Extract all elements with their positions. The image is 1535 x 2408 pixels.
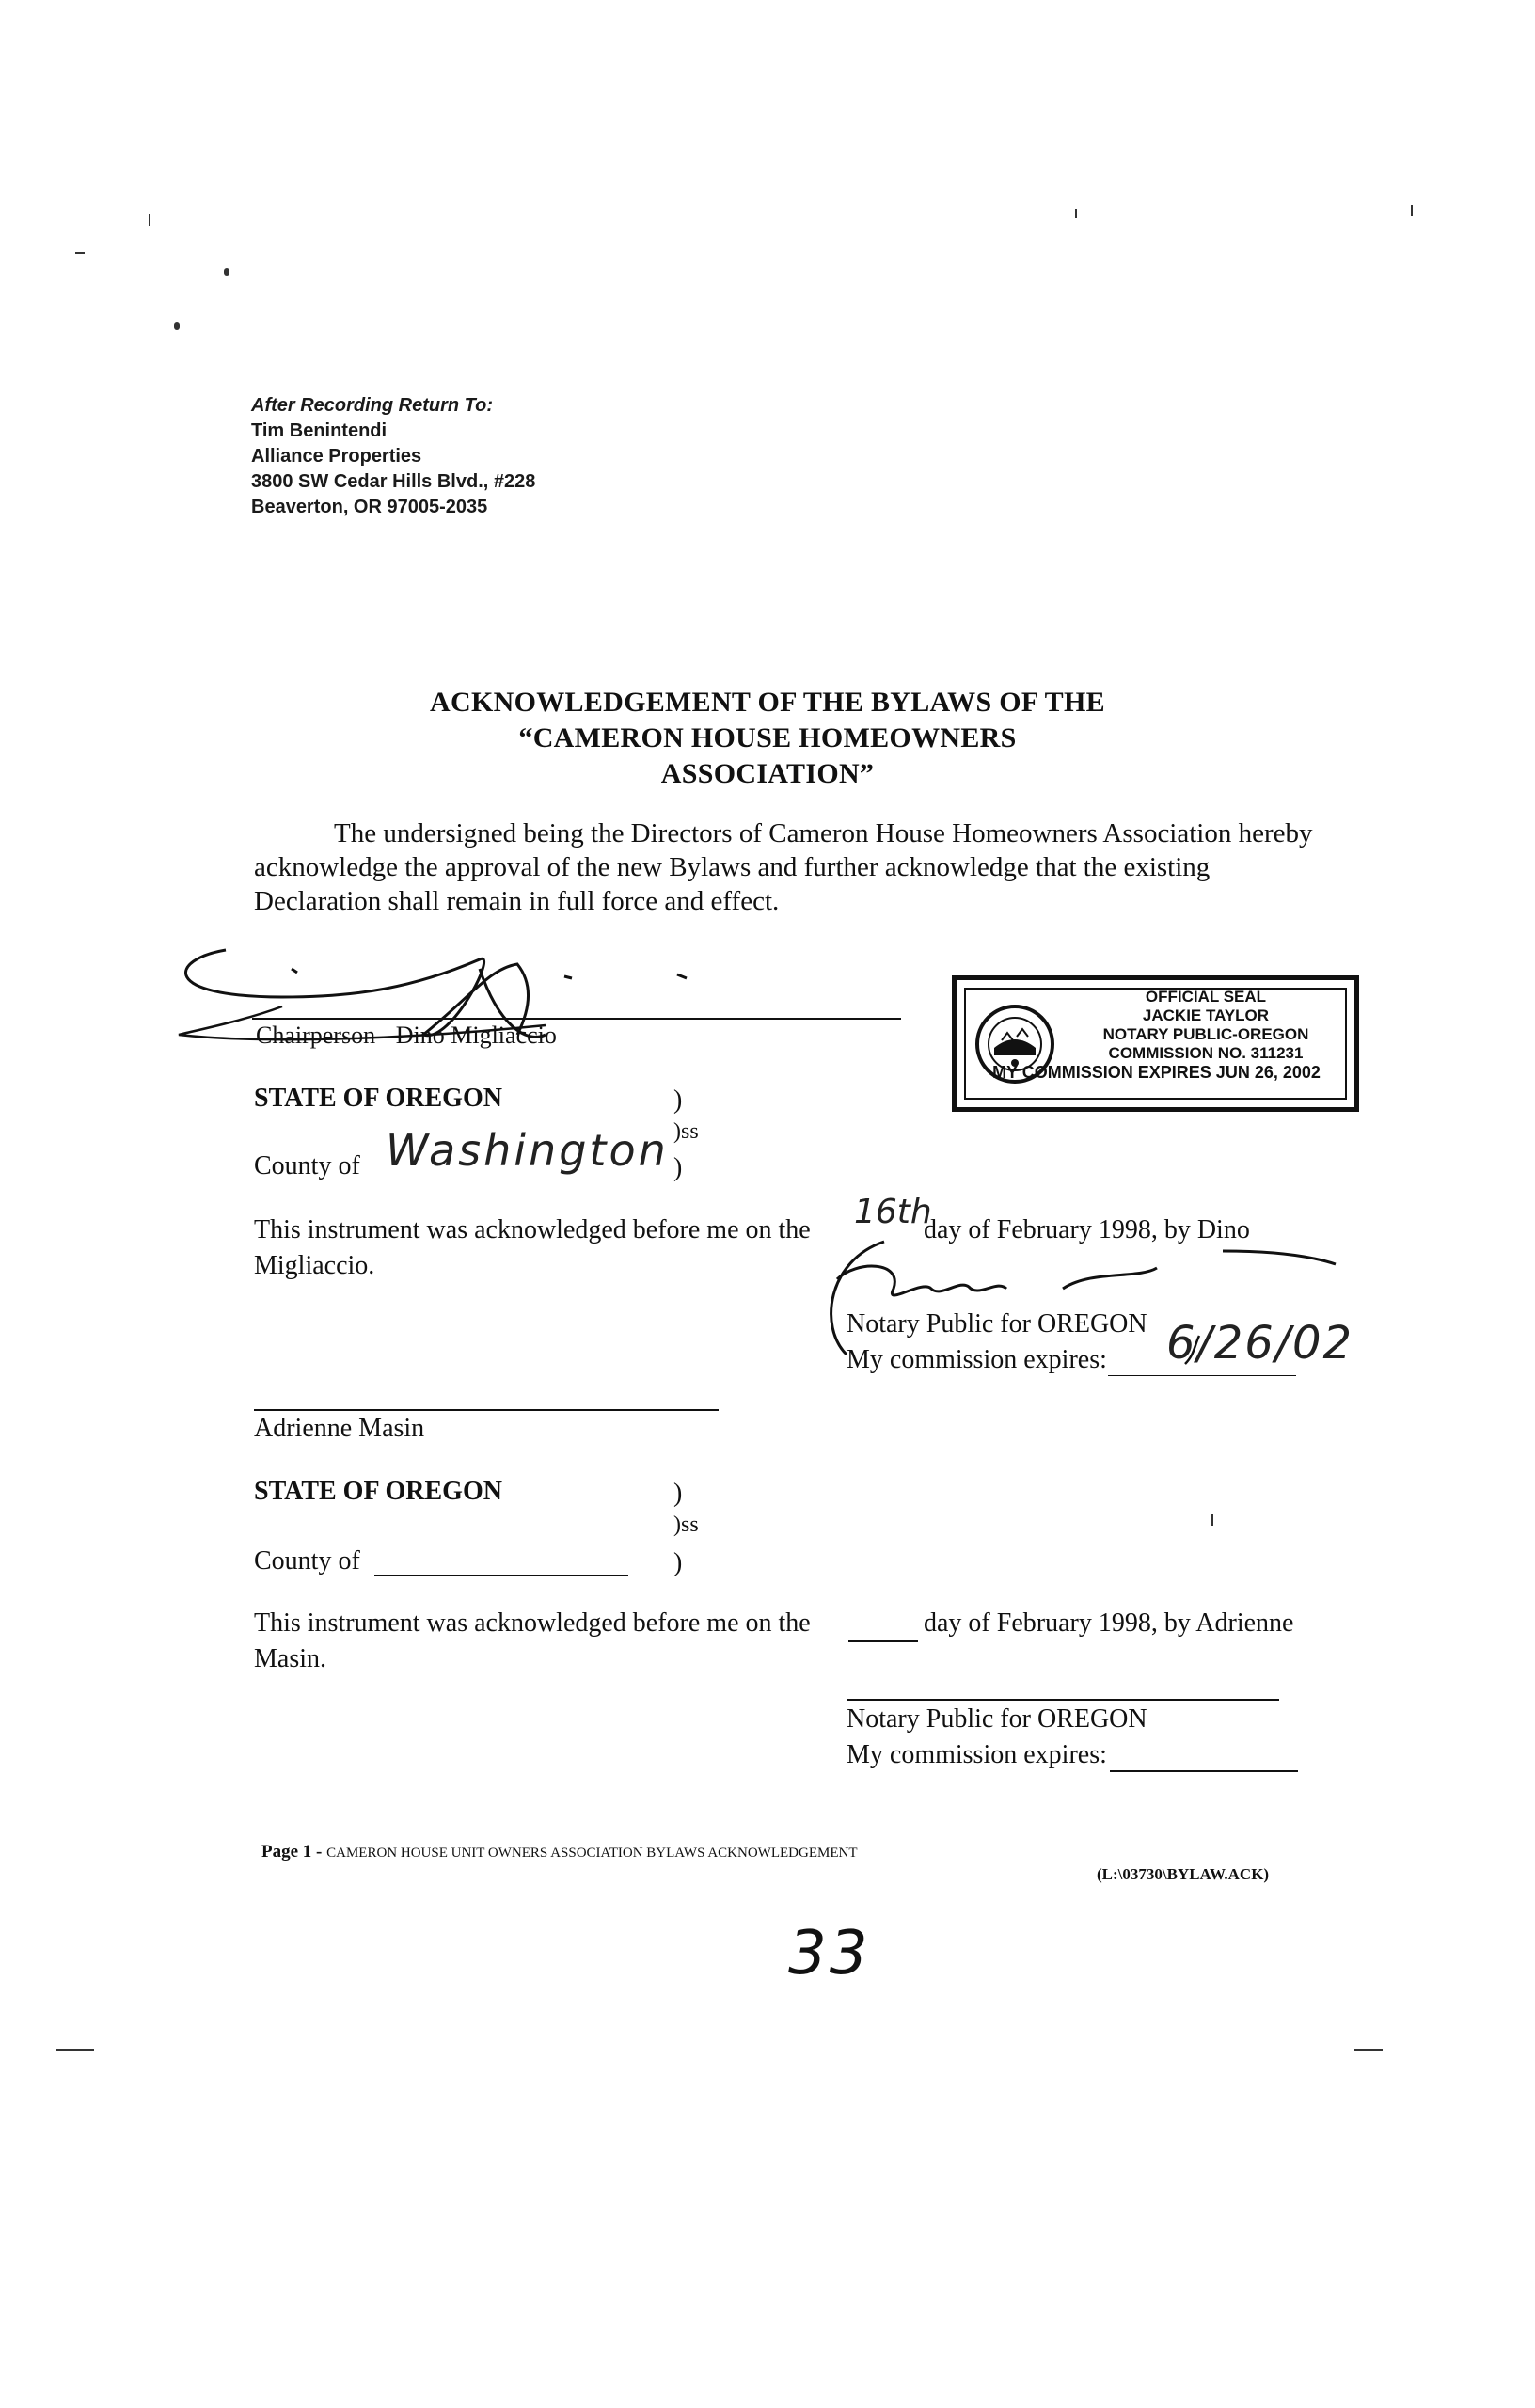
title-line1: ACKNOWLEDGEMENT OF THE BYLAWS OF THE [430, 687, 1105, 718]
county-label-2: County of [254, 1546, 360, 1576]
paren-1b: ) [673, 1153, 683, 1182]
commission-label-1: My commission expires: [847, 1345, 1107, 1374]
ack-prefix-2: This instrument was acknowledged before me on the [254, 1608, 811, 1638]
title-line3: ASSOCIATION” [660, 758, 875, 789]
handwritten-page-number: 33 [788, 1919, 871, 1988]
ack-day-handwritten-1: 16th [854, 1193, 932, 1231]
ack-suffix-2: day of February 1998, by Adrienne [924, 1608, 1294, 1638]
ss-label-1: )ss [673, 1119, 699, 1144]
county-handwritten-1: Washington [386, 1125, 669, 1176]
county-blank-2 [374, 1575, 628, 1576]
seal-line3: NOTARY PUBLIC-OREGON [1102, 1025, 1309, 1043]
commission-label-2: My commission expires: [847, 1740, 1107, 1769]
seal-line5: MY COMMISSION EXPIRES JUN 26, 2002 [992, 1063, 1321, 1082]
scan-mark [75, 252, 85, 254]
paren-2a: ) [673, 1479, 683, 1508]
return-heading: After Recording Return To: [251, 395, 494, 416]
ss-label-2: )ss [673, 1513, 699, 1537]
ack-name-2: Masin. [254, 1644, 326, 1673]
commission-line-1 [1108, 1375, 1296, 1376]
paren-2b: ) [673, 1548, 683, 1577]
return-address-line2: Beaverton, OR 97005-2035 [251, 497, 488, 517]
intro-paragraph: The undersigned being the Directors of Cameron House Homeowners Association hereby acknowledge the approval of the new Bylaws and further acknowledge that the existing Declaration shall remain in full force and effect. [254, 818, 1313, 916]
ack-suffix-1: day of February 1998, by Dino [924, 1215, 1250, 1244]
commission-date-handwritten-1: 6/26/02 [1166, 1317, 1354, 1370]
chairperson-signature-line [252, 1018, 901, 1020]
seal-line2: JACKIE TAYLOR [1142, 1006, 1270, 1024]
masin-label: Adrienne Masin [254, 1414, 425, 1443]
seal-line1: OFFICIAL SEAL [1145, 988, 1267, 1006]
chairperson-label: Chairperson - Dino Migliaccio [256, 1022, 557, 1049]
seal-line4: COMMISSION NO. 311231 [1108, 1044, 1304, 1062]
return-company: Alliance Properties [251, 446, 422, 467]
footer-doc-title: CAMERON HOUSE UNIT OWNERS ASSOCIATION BYLAWS ACKNOWLEDGEMENT [326, 1846, 858, 1861]
footer-page-number-label: Page 1 - [261, 1842, 323, 1861]
scan-mark [149, 214, 150, 226]
return-address-line1: 3800 SW Cedar Hills Blvd., #228 [251, 471, 536, 492]
footer-page-label [261, 1842, 857, 1862]
scan-mark [224, 268, 229, 276]
masin-signature-line [254, 1409, 719, 1411]
notary-signature-line-2 [847, 1699, 1279, 1701]
county-label-1: County of [254, 1151, 360, 1180]
notary-label-2: Notary Public for OREGON [847, 1704, 1147, 1734]
state-label-1: STATE OF OREGON [254, 1084, 502, 1113]
notary-official-seal [952, 975, 1359, 1112]
state-label-2: STATE OF OREGON [254, 1477, 502, 1506]
ack-name-1: Migliaccio. [254, 1251, 375, 1280]
scan-mark [1211, 1514, 1213, 1526]
commission-blank-2 [1110, 1770, 1298, 1772]
scan-mark [1075, 209, 1077, 218]
footer-file-reference: (L:\03730\BYLAW.ACK) [1097, 1865, 1270, 1883]
scan-mark [1354, 2049, 1383, 2051]
scan-mark [1411, 205, 1413, 216]
scan-mark [174, 322, 180, 330]
return-address-block [251, 393, 535, 520]
ack-prefix-1: This instrument was acknowledged before me on the [254, 1215, 811, 1244]
ack-day-blank-2 [848, 1640, 918, 1642]
notary-label-1: Notary Public for OREGON [847, 1309, 1147, 1339]
paren-1a: ) [673, 1085, 683, 1115]
document-title [282, 685, 1253, 792]
title-line2: “CAMERON HOUSE HOMEOWNERS [518, 722, 1017, 753]
return-name: Tim Benintendi [251, 420, 388, 441]
scan-mark [56, 2049, 94, 2051]
